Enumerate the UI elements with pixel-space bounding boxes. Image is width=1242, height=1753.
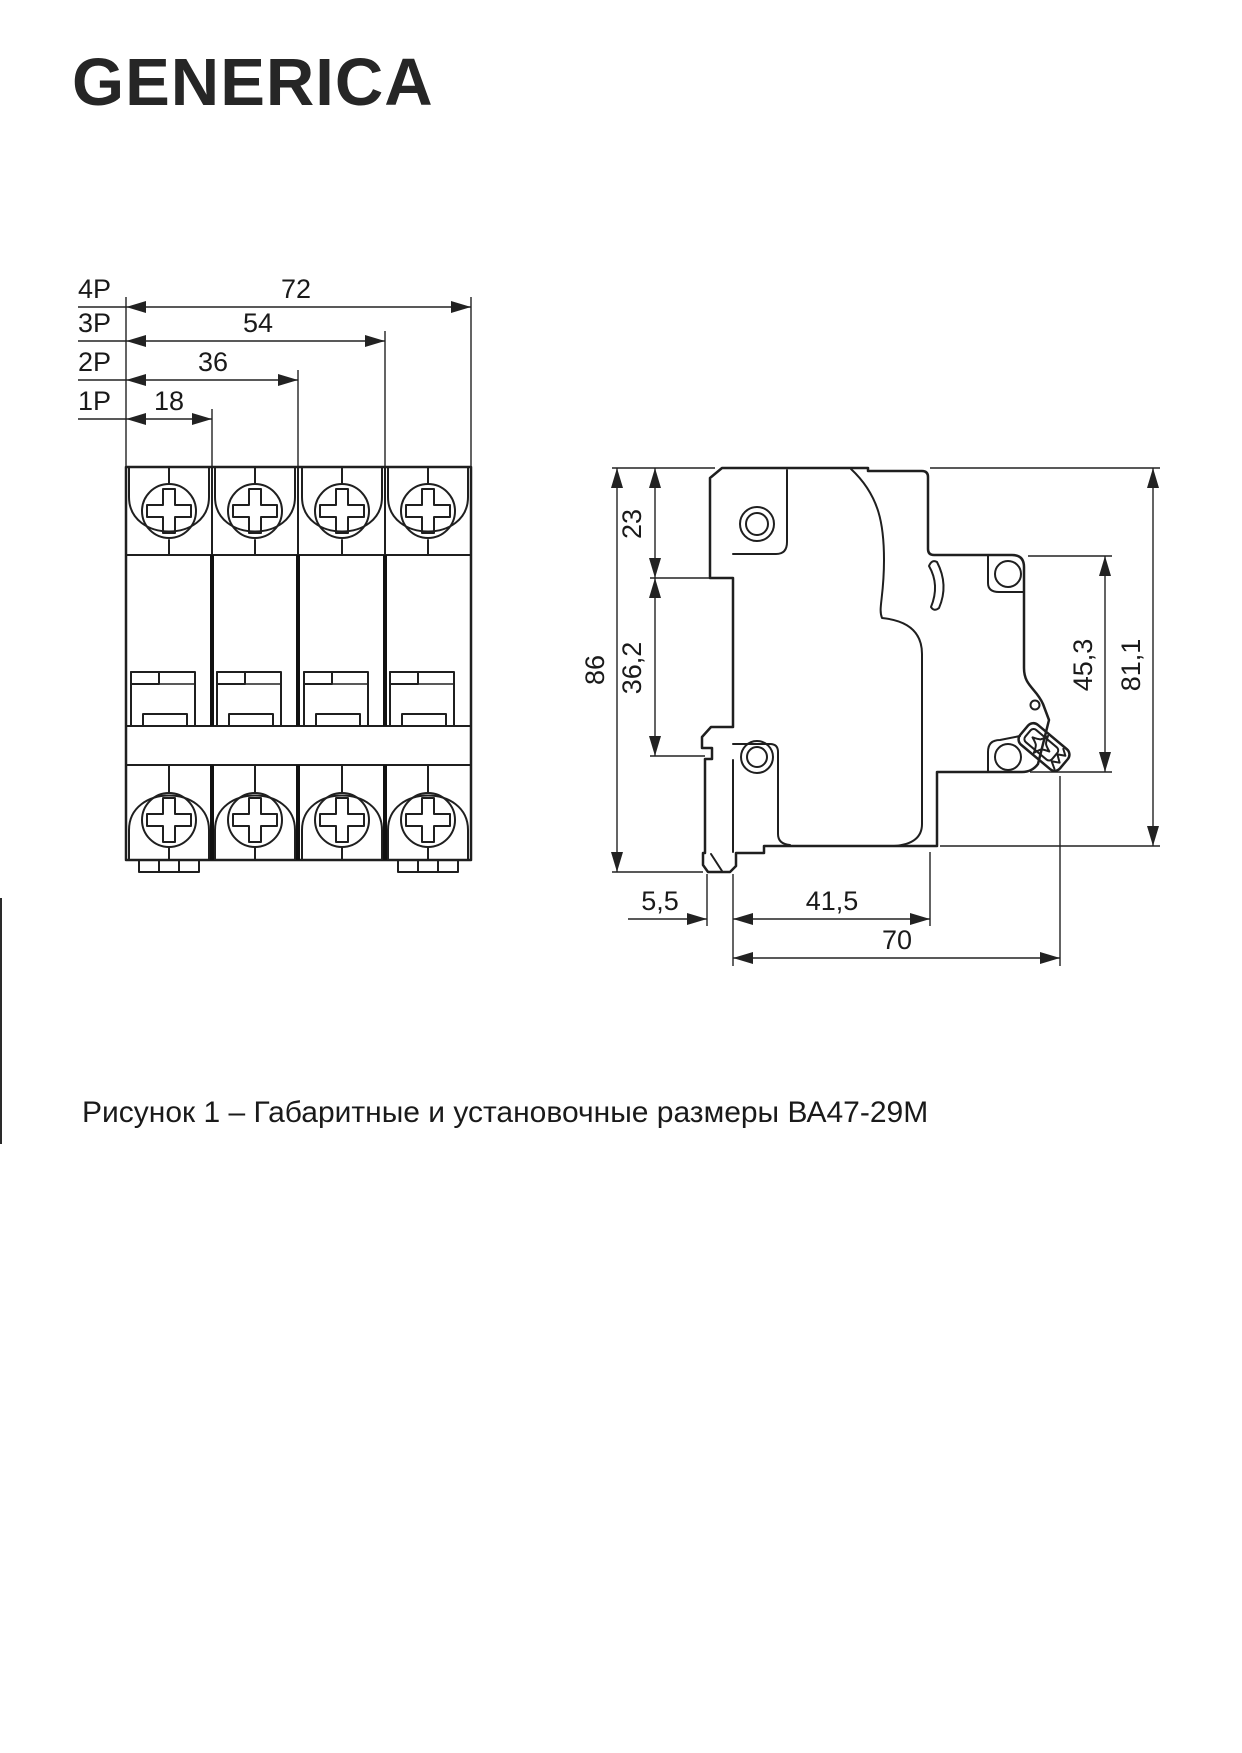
dim-36-2 <box>617 578 661 756</box>
width-value: 54 <box>242 308 274 338</box>
curved-slot <box>929 561 944 610</box>
lower-terminal-hole <box>741 741 773 773</box>
toggle-lever <box>1016 720 1073 773</box>
dim-81-1 <box>1116 468 1159 846</box>
pole-count-label: 2P <box>78 347 112 377</box>
brand-logo: GENERICA <box>72 45 434 120</box>
din-foot-diagonal <box>711 854 722 871</box>
front-view-breaker <box>126 467 471 872</box>
side-view-breaker <box>702 468 1072 872</box>
dim-2p-36 <box>78 347 298 386</box>
side-dimensions <box>580 468 1160 966</box>
mid-body-seam <box>851 469 922 846</box>
toggle-handles <box>131 672 454 726</box>
dim-1p-18 <box>78 386 212 425</box>
width-value: 36 <box>197 347 229 377</box>
dim-23 <box>617 468 661 578</box>
dim-45-3 <box>1068 556 1111 772</box>
front-recess-value: 45,3 <box>1068 638 1098 692</box>
width-value: 18 <box>153 386 185 416</box>
pole-dividers <box>212 467 385 860</box>
front-height-value: 81,1 <box>1116 638 1146 692</box>
front-width-dimensions <box>78 274 471 467</box>
total-depth-value: 70 <box>881 925 913 955</box>
dim-3p-54 <box>78 308 385 347</box>
dim-70 <box>733 925 1060 964</box>
pole-count-label: 1P <box>78 386 112 416</box>
figure-caption: Рисунок 1 – Габаритные и установочные размеры ВА47-29М <box>82 1096 929 1129</box>
lower-front-screw-pocket <box>988 736 1020 772</box>
lower-front-screw-hole <box>995 744 1021 770</box>
width-value: 72 <box>280 274 312 304</box>
pole-count-label: 4P <box>78 274 112 304</box>
dim-4p-72 <box>78 274 471 313</box>
offset-value: 23 <box>617 508 647 540</box>
height-value: 86 <box>580 654 610 686</box>
upper-terminal-hole <box>740 507 774 541</box>
din-feet-tabs <box>139 860 458 872</box>
rail-zone-value: 36,2 <box>617 641 647 695</box>
side-body-outline <box>702 468 1049 872</box>
lever-pivot-dot <box>1031 701 1040 710</box>
pole-count-label: 3P <box>78 308 112 338</box>
dim-41-5 <box>733 886 930 925</box>
base-depth-value: 41,5 <box>805 886 859 916</box>
din-lip-value: 5,5 <box>641 886 679 916</box>
dim-5-5 <box>628 886 707 925</box>
upper-front-screw-hole <box>995 561 1021 587</box>
